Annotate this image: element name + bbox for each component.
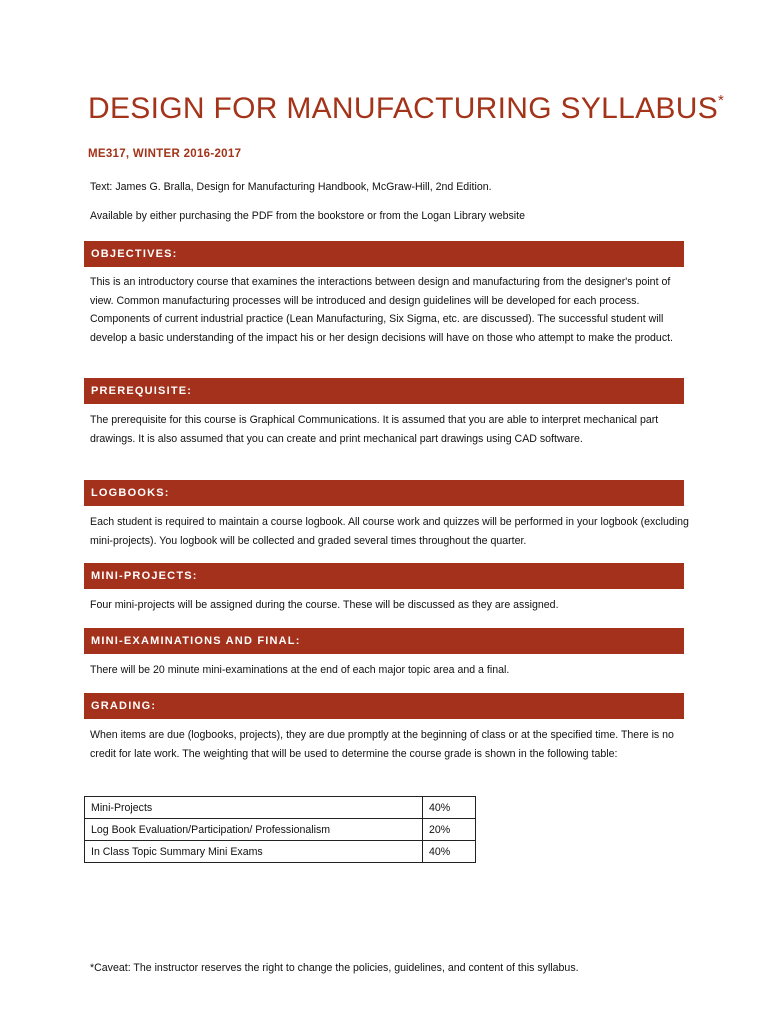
- grade-item: In Class Topic Summary Mini Exams: [85, 841, 423, 863]
- grading-body: When items are due (logbooks, projects), they are due promptly at the beginning of class or at the specified time. There is no credit for late work. The weighting that will be used to determine the course grade is shown in the following table:: [90, 729, 674, 760]
- title-footnote-mark: *: [718, 92, 725, 109]
- table-row: [85, 819, 476, 841]
- prerequisite-body: The prerequisite for this course is Graphical Communications. It is assumed that you are able to interpret mechanical part drawings. It is also assumed that you can create and print mechanical part drawings using CAD software.: [90, 414, 659, 445]
- grade-item: Log Book Evaluation/Participation/ Professionalism: [85, 819, 423, 841]
- grade-weight: 40%: [423, 841, 476, 863]
- textbook-line: Text: James G. Bralla, Design for Manufacturing Handbook, McGraw-Hill, 2nd Edition.: [90, 181, 492, 193]
- grade-weight: 40%: [423, 797, 476, 819]
- caveat-footnote: *Caveat: The instructor reserves the right to change the policies, guidelines, and content of this syllabus.: [90, 962, 579, 974]
- page-title: [88, 92, 724, 126]
- logbooks-body: Each student is required to maintain a course logbook. All course work and quizzes will be performed in your logbook (excluding mini-projects). You logbook will be collected and graded several times throughout the quarter.: [90, 516, 689, 547]
- title-text: DESIGN FOR MANUFACTURING SYLLABUS: [88, 92, 718, 125]
- grade-item: Mini-Projects: [85, 797, 423, 819]
- mini-exams-body: There will be 20 minute mini-examinations at the end of each major topic area and a final.: [90, 664, 510, 676]
- table-row: [85, 797, 476, 819]
- availability-line: Available by either purchasing the PDF from the bookstore or from the Logan Library website: [90, 210, 525, 222]
- course-subtitle: ME317, WINTER 2016-2017: [88, 148, 242, 160]
- logbooks-heading: LOGBOOKS:: [84, 480, 684, 506]
- mini-projects-body: Four mini-projects will be assigned during the course. These will be discussed as they are assigned.: [90, 599, 559, 611]
- grading-heading: GRADING:: [84, 693, 684, 719]
- objectives-heading: OBJECTIVES:: [84, 241, 684, 267]
- mini-exams-heading: MINI-EXAMINATIONS AND FINAL:: [84, 628, 684, 654]
- grading-table: [84, 796, 476, 863]
- mini-projects-heading: MINI-PROJECTS:: [84, 563, 684, 589]
- prerequisite-heading: PREREQUISITE:: [84, 378, 684, 404]
- objectives-body: This is an introductory course that examines the interactions between design and manufacturing from the designer's point of view. Common manufacturing processes will be introduced and design guidelines will be developed for each process. Components of current industrial practice (Lean Manufacturing, Six Sigma, etc. are discussed). The successful student will develop a basic understanding of the impact his or her design decisions will have on those who attempt to make the product.: [90, 276, 673, 344]
- table-row: [85, 841, 476, 863]
- grade-weight: 20%: [423, 819, 476, 841]
